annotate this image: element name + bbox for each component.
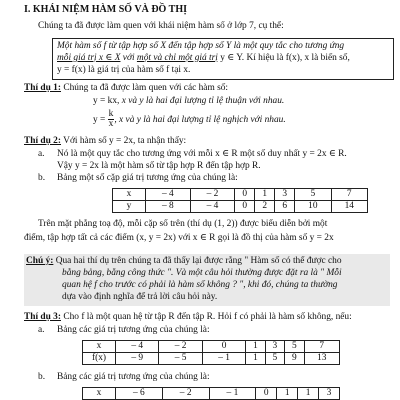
table-cell: 0: [235, 189, 255, 201]
table-cell: 3: [265, 341, 284, 353]
note-line-3: quan hệ f cho trước có phải là hàm số không ? ", khi đó, chúng ta thường: [62, 280, 338, 290]
table-cell: 1: [277, 388, 298, 400]
table-header-x: x: [113, 189, 146, 201]
example-3-a-marker: a.: [38, 325, 45, 335]
table-cell: 0: [256, 388, 277, 400]
table-header-x: x: [83, 341, 116, 353]
example-2-a-line-1: Nó là một quy tắc cho tương ứng với mỗi x ∈ R một số duy nhất y = 2x ∈ R.: [57, 149, 347, 159]
table-header-x: x: [83, 388, 116, 400]
example-2-b-marker: b.: [38, 173, 46, 183]
table-cell: 0: [235, 201, 255, 213]
table-cell: – 5: [159, 353, 202, 365]
table-row-x: [83, 341, 340, 353]
table-cell: 10: [295, 201, 331, 213]
value-table-a: [82, 340, 340, 365]
example-2: [24, 135, 186, 147]
table-cell: 5: [295, 189, 331, 201]
table-cell: 7: [331, 189, 367, 201]
table-cell: – 2: [190, 189, 235, 201]
example-3-b-marker: b.: [38, 372, 46, 382]
example-2-a-line-2: Vậy y = 2x là một hàm số từ tập hợp R đến tập hợp R.: [57, 161, 261, 171]
example-3: [24, 311, 352, 323]
fraction-numerator: k: [108, 109, 114, 120]
note-text-1: Qua hai thí dụ trên chúng ta đã thấy lại được rằng " Hàm số có thể được cho: [53, 256, 342, 266]
table-header-f: f(x): [83, 353, 116, 365]
table-cell: 6: [275, 201, 295, 213]
table-cell: 5: [265, 353, 284, 365]
table-row-f: [83, 353, 340, 365]
table-cell: 2: [255, 201, 275, 213]
value-table-b: [82, 387, 340, 400]
table-cell: – 6: [116, 388, 163, 400]
formula-kx-note: x và y là hai đại lượng tỉ lệ thuận với nhau.: [121, 96, 285, 106]
table-cell: – 1: [202, 353, 245, 365]
table-cell: 5: [285, 341, 304, 353]
table-cell: – 4: [190, 201, 235, 213]
formula-inverse-note: , x và y là hai đại lượng tỉ lệ nghịch với nhau.: [114, 115, 286, 125]
example-1-text: Chúng ta đã được làm quen với các hàm số:: [61, 83, 229, 93]
example-2-b-line: Bảng một số cặp giá trị tương ứng của chúng là:: [57, 173, 238, 183]
section-heading: I. KHÁI NIỆM HÀM SỐ VÀ ĐỒ THỊ: [24, 4, 187, 15]
graph-paragraph-2: điểm, tập hợp tất cả các điểm (x, y = 2x) với x ∈ R gọi là đồ thị của hàm số y = 2x: [24, 233, 334, 243]
value-table-y-2x: [112, 188, 368, 213]
note-line-4: dựa vào định nghĩa để trả lời câu hỏi này.: [62, 292, 218, 302]
table-cell: – 4: [116, 341, 159, 353]
example-3-a-line: Bảng các giá trị tương ứng của chúng là:: [57, 325, 210, 335]
example-1: [24, 82, 228, 94]
definition-line-3: y = f(x) là giá trị của hàm số f tại x.: [57, 65, 191, 75]
example-3-b-line: Bảng các giá trị tương ứng của chúng là:: [57, 372, 210, 382]
example-1-label: Thí dụ 1:: [24, 83, 61, 93]
definition-notation: y ∈ Y. Kí hiệu là f(x), x là biến số,: [217, 53, 350, 63]
definition-unique: một và chỉ một giá trị: [136, 53, 218, 63]
note-label: Chú ý:: [26, 256, 54, 266]
table-cell: – 1: [209, 388, 256, 400]
example-3-text: Cho f là một quan hệ từ tập R đến tập R. Hỏi f có phải là hàm số không, nếu:: [61, 312, 352, 322]
table-cell: – 2: [162, 388, 209, 400]
table-cell: – 8: [146, 201, 191, 213]
fraction-denominator: x: [108, 119, 114, 130]
table-cell: 3: [275, 189, 295, 201]
intro-text: Chúng ta đã được làm quen với khái niệm hàm số ở lớp 7, cụ thể:: [38, 21, 284, 31]
table-cell: 9: [285, 353, 304, 365]
example-1-formula-1: [93, 95, 284, 107]
table-cell: 7: [304, 341, 339, 353]
formula-kx: y = kx,: [93, 96, 120, 106]
table-cell: 1: [298, 388, 319, 400]
table-header-y: y: [113, 201, 146, 213]
table-cell: 1: [246, 341, 265, 353]
example-2-label: Thí dụ 2:: [24, 136, 61, 146]
table-cell: 1: [246, 353, 265, 365]
graph-paragraph-1: Trên mặt phẳng toạ độ, mỗi cặp số trên (thí dụ (1, 2)) được biểu diễn bởi một: [38, 219, 328, 229]
example-2-text: Với hàm số y = 2x, ta nhận thấy:: [61, 136, 187, 146]
example-2-a-marker: a.: [38, 149, 45, 159]
table-cell: – 4: [146, 189, 191, 201]
table-cell: 1: [255, 189, 275, 201]
definition-line-2: [57, 52, 350, 64]
table-cell: – 2: [159, 341, 202, 353]
definition-line-1: Một hàm số f từ tập hợp số X đến tập hợp số Y là một quy tắc cho tương ứng: [57, 41, 345, 51]
note-line-2: bằng bảng, bằng công thức ". Và một câu hỏi thường được đặt ra là " Mỗi: [62, 268, 342, 278]
table-row-x: [83, 388, 340, 400]
definition-each-x: mỗi giá trị x ∈ X: [57, 53, 121, 63]
table-cell: 14: [331, 201, 367, 213]
table-cell: 0: [202, 341, 245, 353]
table-row-y: [113, 201, 368, 213]
table-cell: – 9: [116, 353, 159, 365]
definition-with: với: [120, 53, 137, 63]
example-1-formula-2: [93, 110, 286, 130]
formula-inverse-lhs: y =: [93, 115, 106, 125]
example-3-label: Thí dụ 3:: [24, 312, 61, 322]
table-cell: 13: [304, 353, 339, 365]
table-cell: 3: [319, 388, 340, 400]
table-row-x: [113, 189, 368, 201]
note-line-1: [26, 255, 342, 267]
